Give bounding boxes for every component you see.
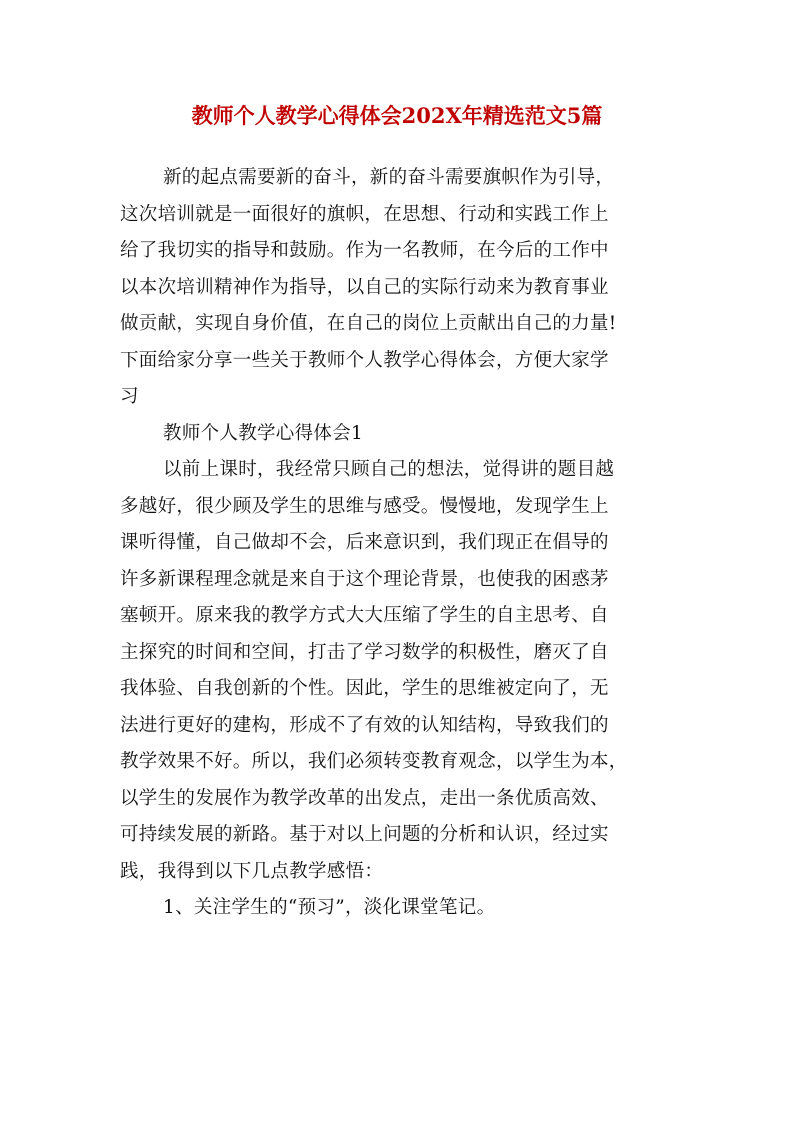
document-body <box>120 160 676 927</box>
text-line: 主探究的时间和空间，打击了学习数学的积极性，磨灭了自 <box>120 641 609 663</box>
text-line: 法进行更好的建构，形成不了有效的认知结构，导致我们的 <box>120 714 609 736</box>
text-line: 1、关注学生的“预习”，淡化课堂笔记。 <box>163 897 496 918</box>
text-line: 可持续发展的新路。基于对以上问题的分析和认识，经过实 <box>120 824 609 845</box>
text-line: 新的起点需要新的奋斗，新的奋斗需要旗帜作为引导， <box>163 167 615 188</box>
text-line: 多越好，很少顾及学生的思维与感受。慢慢地，发现学生上 <box>120 495 609 517</box>
text-line: 践，我得到以下几点教学感悟： <box>120 860 384 882</box>
text-line: 以本次培训精神作为指导，以自己的实际行动来为教育事业 <box>120 276 609 298</box>
text-line: 下面给家分享一些关于教师个人教学心得体会，方便大家学 <box>120 349 609 371</box>
text-line: 给了我切实的指导和鼓励。作为一名教师，在今后的工作中 <box>120 240 609 261</box>
text-line: 教学效果不好。所以，我们必须转变教育观念，以学生为本， <box>120 751 628 772</box>
text-line: 以前上课时，我经常只顾自己的想法，觉得讲的题目越 <box>163 459 615 480</box>
document-title: 教师个人教学心得体会202X年精选范文5篇 <box>191 103 603 128</box>
text-line: 做贡献，实现自身价值，在自己的岗位上贡献出自己的力量! <box>120 313 617 334</box>
text-line: 许多新课程理念就是来自于这个理论背景，也使我的困惑茅 <box>120 568 609 590</box>
text-line: 课听得懂，自己做却不会，后来意识到，我们现正在倡导的 <box>120 532 609 553</box>
text-line: 以学生的发展作为教学改革的出发点，走出一条优质高效、 <box>120 787 609 809</box>
text-line: 习 <box>120 386 139 407</box>
text-line: 教师个人教学心得体会1 <box>163 422 364 444</box>
text-line: 这次培训就是一面很好的旗帜，在思想、行动和实践工作上 <box>120 203 609 225</box>
text-line: 塞顿开。原来我的教学方式大大压缩了学生的自主思考、自 <box>120 605 609 626</box>
text-line: 我体验、自我创新的个性。因此，学生的思维被定向了，无 <box>120 678 609 699</box>
